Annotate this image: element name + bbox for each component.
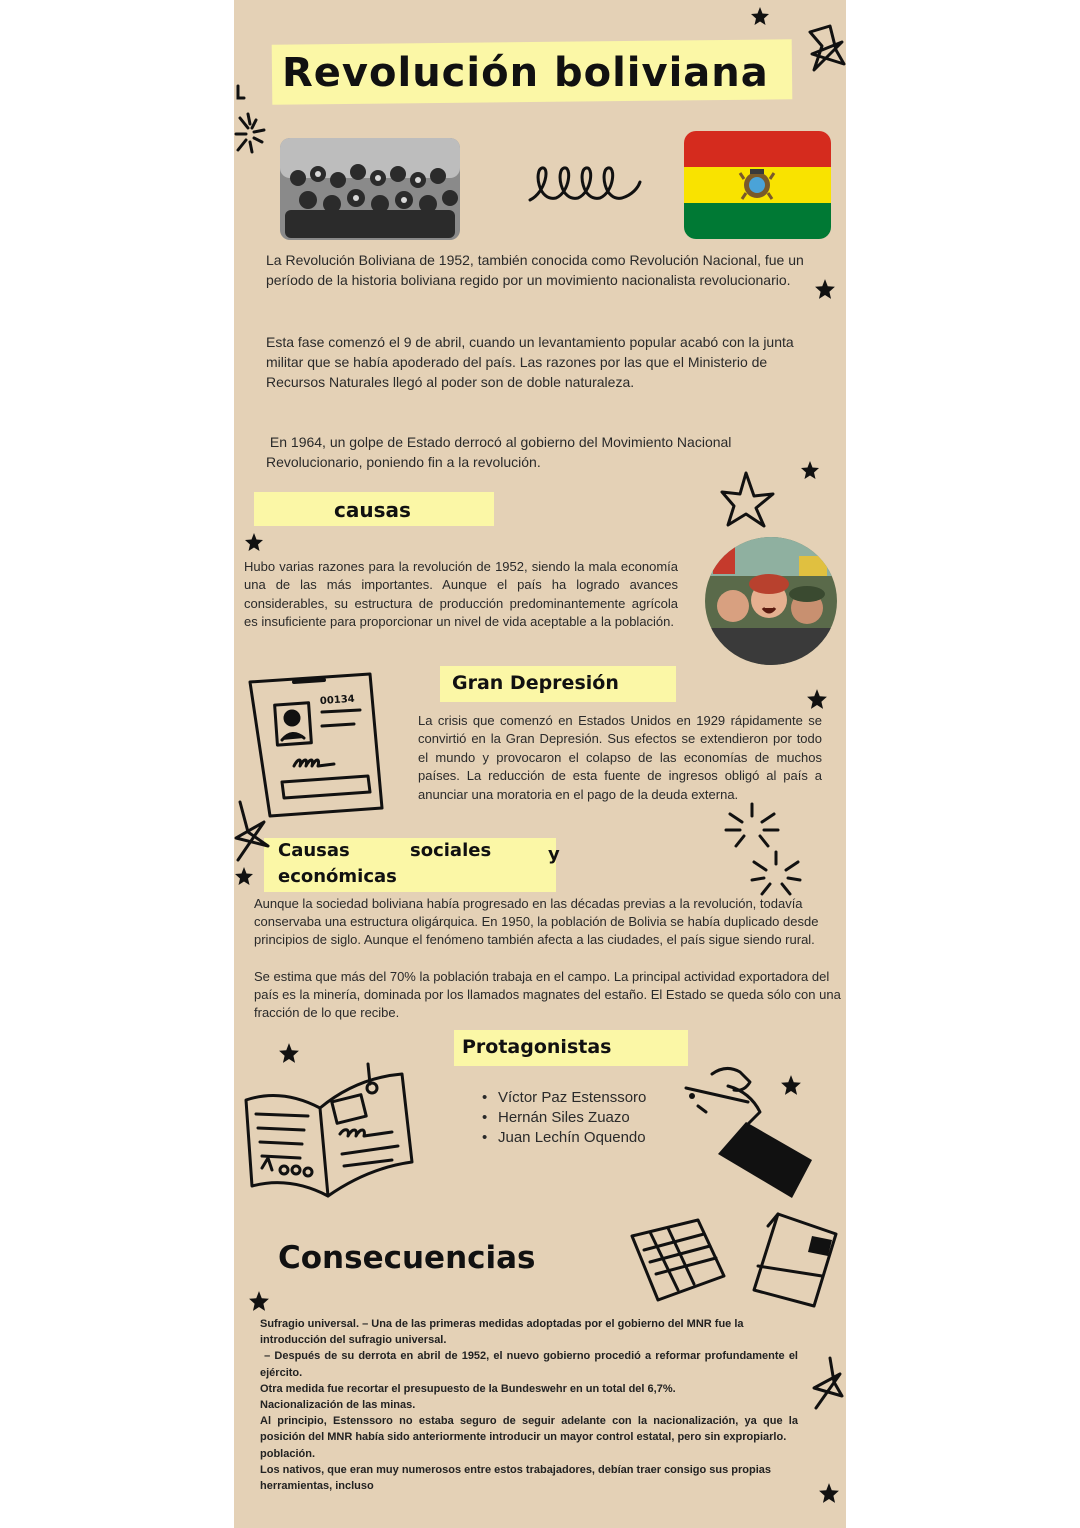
list-item: • Víctor Paz Estenssoro: [482, 1088, 646, 1108]
notepad-doodle-icon: [628, 1214, 728, 1304]
causas-text: Hubo varias razones para la revolución de 1952, siendo la mala economía una de las más importantes. Aunque el país ha logrado avances considerables, su estructura de producción predominantemente agrícola es insuficiente para proporcionar un nivel de vida aceptable a la población.: [244, 559, 678, 630]
protest-illustration: [703, 536, 839, 666]
intro-paragraph-1: La Revolución Boliviana de 1952, también conocida como Revolución Nacional, fue un período de la historia boliviana regido por un movimiento nacionalista revolucionario.: [266, 252, 804, 288]
sociales-paragraph-1: Aunque la sociedad boliviana había progresado en las décadas previas a la revolución, todavía conservaba una estructura oligárquica. En 1950, la población de Bolivia se había duplicado desde principios de siglo. Aunque el fenómeno también afecta a las ciudades, el país sigue siendo rural.: [254, 896, 819, 948]
intro-paragraph-3: En 1964, un golpe de Estado derrocó al gobierno del Movimiento Nacional Revolucionario, poniendo fin a la revolución.: [266, 434, 736, 470]
burst-icon: [234, 112, 266, 158]
consecuencias-line-3: Otra medida fue recortar el presupuesto de la Bundeswehr en un total del 6,7%.: [260, 1382, 676, 1395]
star-icon: [800, 460, 820, 480]
causas-heading: causas: [334, 498, 411, 522]
consecuencias-text: [260, 1316, 802, 1494]
star-icon: [814, 278, 836, 300]
loops-doodle-icon: [526, 162, 644, 208]
sociales-heading-line2: económicas: [278, 866, 397, 887]
consecuencias-line-2: – Después de su derrota en abril de 1952, el nuevo gobierno procedió a reformar profundamente el ejército.: [260, 1350, 802, 1379]
badge-number: 00134: [319, 693, 356, 708]
consecuencias-line-1: Sufragio universal. – Una de las primeras medidas adoptadas por el gobierno del MNR fue la introducción del sufragio universal.: [260, 1318, 744, 1347]
star-icon: [750, 6, 770, 26]
open-book-doodle-icon: [242, 1058, 418, 1198]
list-item: • Juan Lechín Oquendo: [482, 1128, 646, 1148]
page-title: Revolución boliviana: [282, 50, 769, 96]
star-outline-icon: [808, 24, 846, 76]
list-item: • Hernán Siles Zuazo: [482, 1108, 646, 1128]
hand-pen-doodle-icon: [678, 1062, 838, 1204]
sociales-heading-word-3: y: [548, 844, 560, 865]
revolution-photo: [280, 138, 460, 240]
star-icon: [278, 1042, 300, 1064]
sociales-heading-word-1: Causas: [278, 840, 350, 861]
protagonistas-list: [482, 1088, 646, 1148]
bolivia-flag-icon: [684, 131, 831, 239]
burst-icon: [750, 850, 802, 898]
star-outline-icon: [720, 470, 776, 528]
consecuencias-heading: Consecuencias: [278, 1240, 536, 1276]
burst-icon: [724, 800, 780, 852]
star-outline-icon: [810, 1356, 844, 1414]
gran-depresion-text: La crisis que comenzó en Estados Unidos en 1929 rápidamente se convirtió en la Gran Depresión. Sus efectos se extendieron por todo el mundo y provocaron el colapso de las economías de muchos países. La reducción de esta fuente de ingresos obligó al país a anunciar una moratoria en el pago de la deuda externa.: [418, 713, 822, 802]
consecuencias-line-6: población.: [260, 1447, 315, 1460]
consecuencias-line-7: Los nativos, que eran muy numerosos entre estos trabajadores, debían traer consigo sus propias herramientas, incluso: [260, 1463, 772, 1493]
star-outline-icon: [234, 800, 270, 866]
star-icon: [818, 1482, 840, 1504]
star-icon: [234, 866, 254, 886]
consecuencias-line-4: Nacionalización de las minas.: [260, 1399, 416, 1412]
intro-paragraph-2: Esta fase comenzó el 9 de abril, cuando un levantamiento popular acabó con la junta militar que se había apoderado del país. Las razones por las que el Ministerio de Recursos Naturales llegó al poder son de doble naturaleza.: [266, 334, 794, 390]
burst-icon: [234, 84, 246, 102]
star-icon: [780, 1074, 802, 1096]
id-card-doodle-icon: [242, 668, 392, 818]
journal-doodle-icon: [748, 1206, 840, 1312]
star-icon: [244, 532, 264, 552]
sociales-heading-word-2: sociales: [410, 840, 492, 861]
star-icon: [806, 688, 828, 710]
protagonistas-heading: Protagonistas: [462, 1036, 612, 1058]
star-icon: [248, 1290, 270, 1312]
gran-depresion-heading: Gran Depresión: [452, 672, 619, 694]
sociales-paragraph-2: Se estima que más del 70% la población trabaja en el campo. La principal actividad exportadora del país es la minería, dominada por los llamados magnates del estaño. El Estado se queda sólo con una fracción de lo que recibe.: [254, 969, 841, 1021]
consecuencias-line-5: Al principio, Estenssoro no estaba seguro de seguir adelante con la nacionalización, ya que la posición del MNR había sido anteriormente introducir un mayor control estatal, pero sin expropiarlo.: [260, 1415, 798, 1444]
infographic-poster: [234, 0, 846, 1528]
